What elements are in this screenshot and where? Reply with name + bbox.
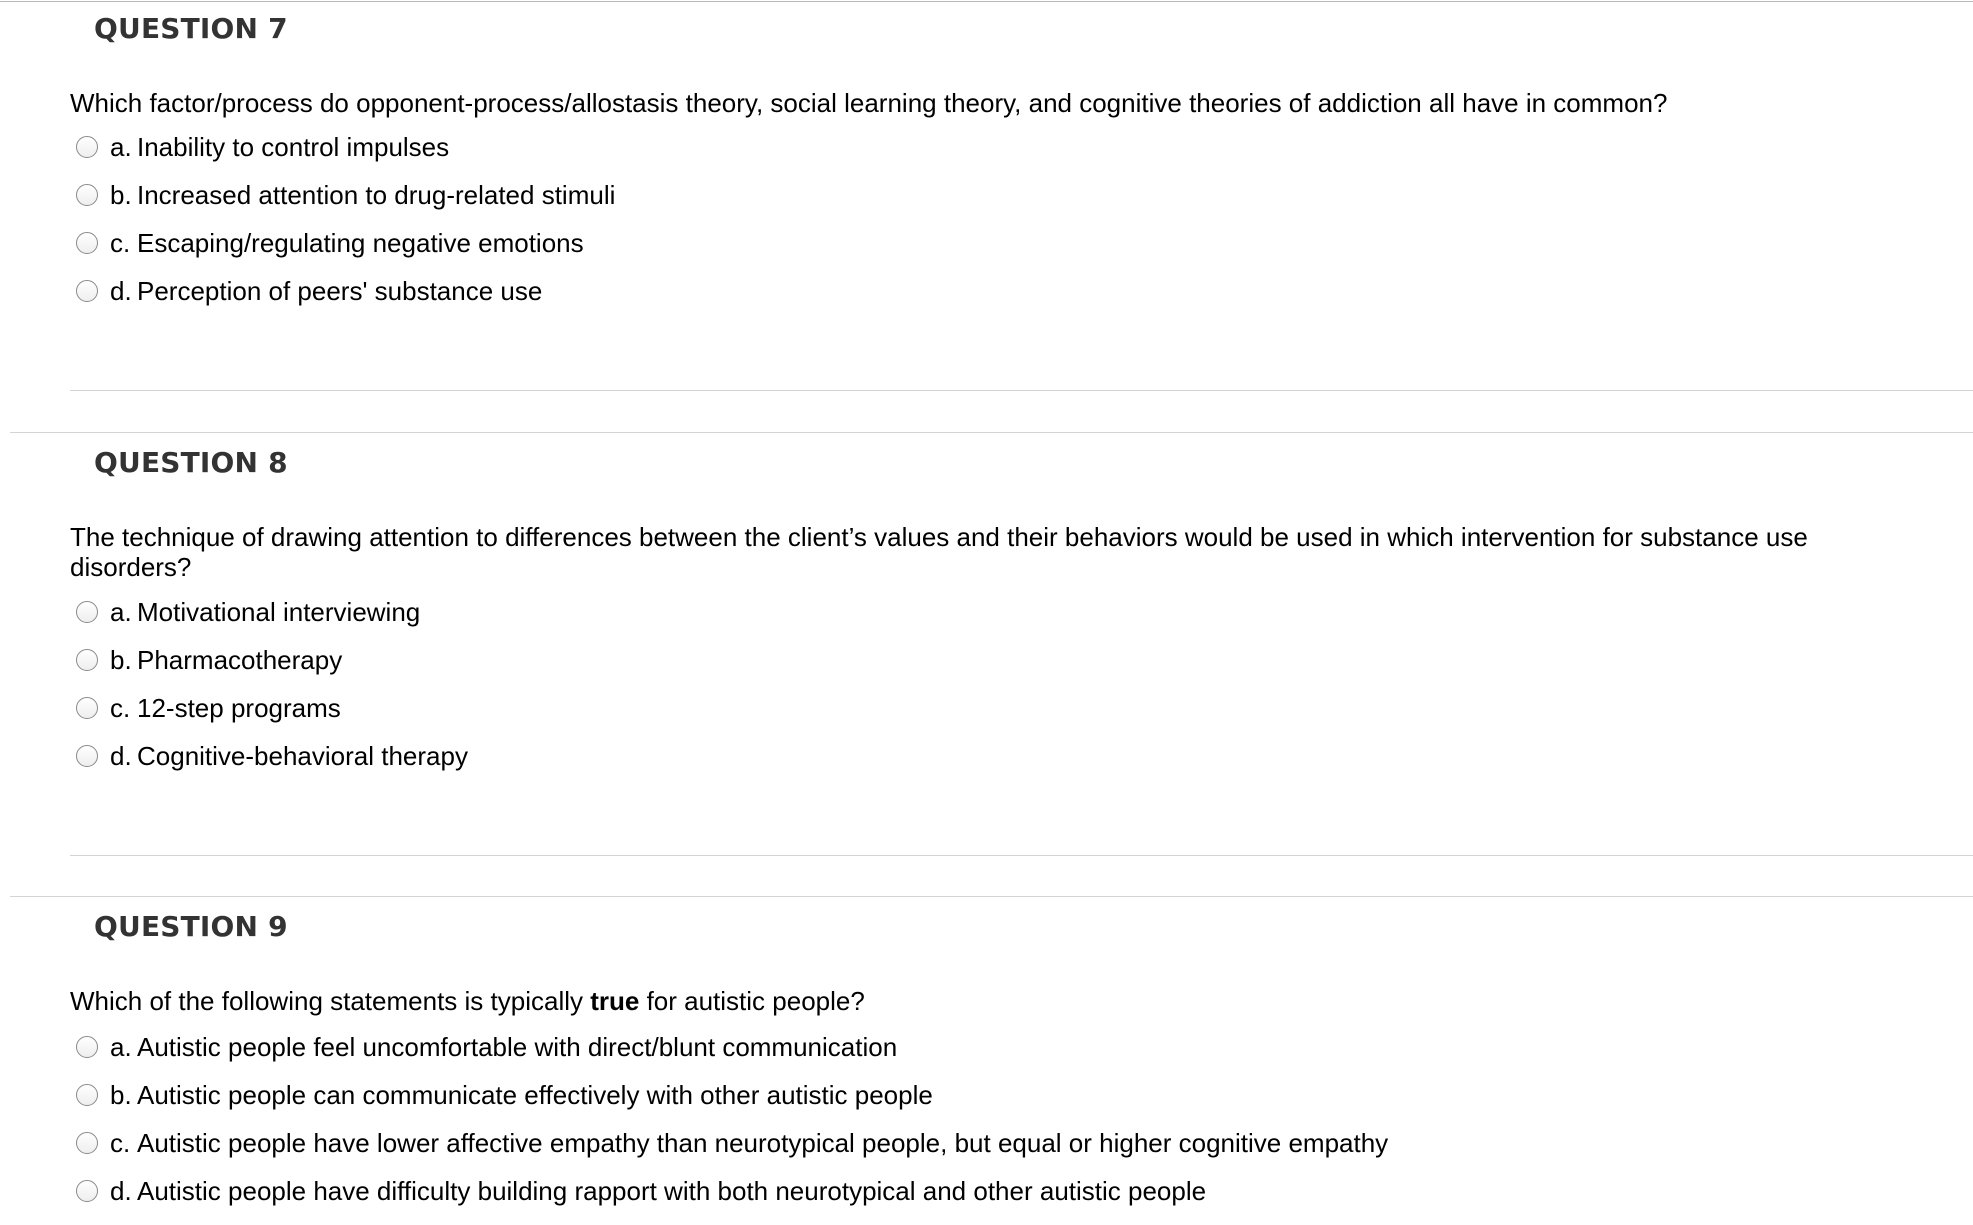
answer-text: Increased attention to drug-related stimuli xyxy=(137,179,616,210)
answer-text: Autistic people can communicate effectively with other autistic people xyxy=(137,1079,933,1110)
question-text xyxy=(70,986,1860,1016)
radio-button[interactable] xyxy=(76,1132,98,1154)
answer-list xyxy=(76,588,468,780)
answer-option-c[interactable] xyxy=(76,219,615,267)
question-text-end: for autistic people? xyxy=(639,986,865,1016)
answer-text: Autistic people feel uncomfortable with direct/blunt communication xyxy=(137,1031,898,1062)
answer-text: Perception of peers' substance use xyxy=(137,275,543,306)
answer-list xyxy=(76,123,615,315)
answer-option-a[interactable] xyxy=(76,588,468,636)
answer-letter: d. xyxy=(110,275,132,306)
answer-option-d[interactable] xyxy=(76,1167,1388,1215)
answer-option-b[interactable] xyxy=(76,171,615,219)
answer-letter: c. xyxy=(110,1127,131,1158)
answer-text: Motivational interviewing xyxy=(137,596,421,627)
question-inner-divider xyxy=(70,855,1973,856)
radio-button[interactable] xyxy=(76,745,98,767)
question-heading: QUESTION 8 xyxy=(94,446,288,479)
top-divider xyxy=(0,1,1973,2)
radio-button[interactable] xyxy=(76,1180,98,1202)
answer-option-b[interactable] xyxy=(76,1071,1388,1119)
answer-letter: b. xyxy=(110,1079,132,1110)
answer-option-a[interactable] xyxy=(76,1023,1388,1071)
radio-button[interactable] xyxy=(76,697,98,719)
answer-letter: a. xyxy=(110,131,132,162)
answer-text: Autistic people have difficulty building rapport with both neurotypical and other autistic people xyxy=(137,1175,1207,1206)
answer-letter: d. xyxy=(110,1175,132,1206)
answer-option-c[interactable] xyxy=(76,684,468,732)
radio-button[interactable] xyxy=(76,649,98,671)
radio-button[interactable] xyxy=(76,232,98,254)
question-text-emphasis: true xyxy=(590,986,640,1016)
question-text-start: Which of the following statements is typically xyxy=(70,986,591,1016)
answer-option-d[interactable] xyxy=(76,732,468,780)
answer-letter: b. xyxy=(110,644,132,675)
radio-button[interactable] xyxy=(76,1084,98,1106)
radio-button[interactable] xyxy=(76,280,98,302)
answer-letter: b. xyxy=(110,179,132,210)
question-heading: QUESTION 9 xyxy=(94,910,288,943)
radio-button[interactable] xyxy=(76,136,98,158)
answer-text: 12-step programs xyxy=(137,692,341,723)
radio-button[interactable] xyxy=(76,1036,98,1058)
question-divider xyxy=(10,432,1973,433)
answer-text: Inability to control impulses xyxy=(137,131,450,162)
question-text: Which factor/process do opponent-process/allostasis theory, social learning theory, and cognitive theories of addiction all have in common? xyxy=(70,88,1668,118)
answer-letter: a. xyxy=(110,1031,132,1062)
answer-option-d[interactable] xyxy=(76,267,615,315)
answer-letter: c. xyxy=(110,227,131,258)
answer-list xyxy=(76,1023,1388,1215)
answer-option-c[interactable] xyxy=(76,1119,1388,1167)
answer-letter: d. xyxy=(110,740,132,771)
answer-text: Cognitive-behavioral therapy xyxy=(137,740,468,771)
answer-text: Escaping/regulating negative emotions xyxy=(137,227,584,258)
question-inner-divider xyxy=(70,390,1973,391)
question-divider xyxy=(10,896,1973,897)
question-text: The technique of drawing attention to differences between the client’s values and their behaviors would be used in which intervention for substance use disorders? xyxy=(70,522,1808,582)
answer-letter: a. xyxy=(110,596,132,627)
answer-text: Pharmacotherapy xyxy=(137,644,343,675)
answer-option-a[interactable] xyxy=(76,123,615,171)
answer-option-b[interactable] xyxy=(76,636,468,684)
answer-text: Autistic people have lower affective empathy than neurotypical people, but equal or higher cognitive empathy xyxy=(137,1127,1389,1158)
answer-letter: c. xyxy=(110,692,131,723)
radio-button[interactable] xyxy=(76,184,98,206)
radio-button[interactable] xyxy=(76,601,98,623)
question-heading: QUESTION 7 xyxy=(94,12,288,45)
